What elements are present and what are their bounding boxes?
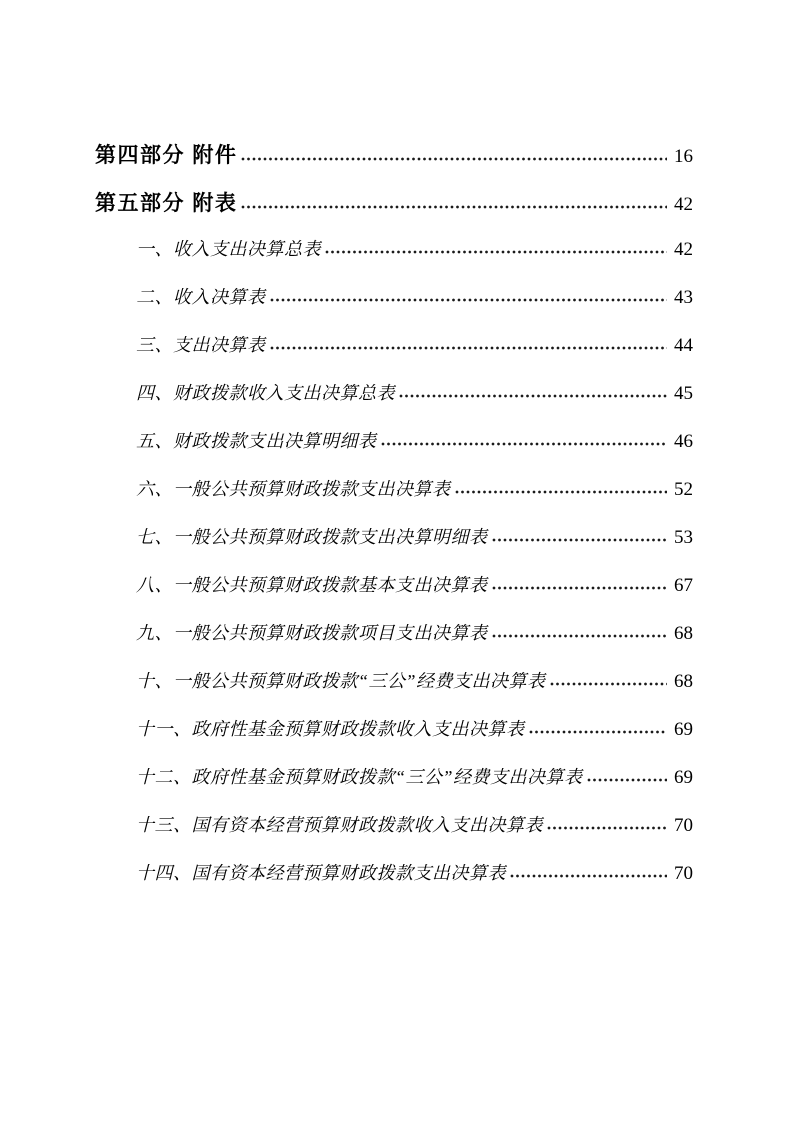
toc-entry-label: 十一、政府性基金预算财政拨款收入支出决算表: [136, 719, 525, 739]
toc-entry: [136, 667, 693, 715]
toc-dot-leader: [270, 298, 668, 303]
toc-entry: [95, 187, 693, 235]
toc-entry-page-number: 44: [674, 335, 693, 356]
toc-dot-leader: [492, 634, 668, 639]
toc-entry: [136, 235, 693, 283]
toc-entry-label: 二、收入决算表: [136, 287, 266, 307]
toc-entry-page-number: 69: [674, 767, 693, 788]
toc-entry-label: 十二、政府性基金预算财政拨款“三公”经费支出决算表: [136, 767, 583, 787]
toc-entry-page-number: 16: [674, 146, 693, 167]
toc-entry-label: 八、一般公共预算财政拨款基本支出决算表: [136, 575, 488, 595]
toc-dot-leader: [510, 874, 667, 879]
toc-dot-leader: [381, 442, 668, 447]
toc-entry-label: 九、一般公共预算财政拨款项目支出决算表: [136, 623, 488, 643]
toc-entry-label: 十、一般公共预算财政拨款“三公”经费支出决算表: [136, 671, 546, 691]
toc-entry: [95, 139, 693, 187]
toc-entry-page-number: 43: [674, 287, 693, 308]
toc-entry-page-number: 42: [674, 239, 693, 260]
toc-dot-leader: [492, 538, 668, 543]
toc-dot-leader: [270, 346, 668, 351]
toc-entry: [136, 379, 693, 427]
toc-entry-page-number: 45: [674, 383, 693, 404]
toc-entry-page-number: 69: [674, 719, 693, 740]
toc-entry-label: 六、一般公共预算财政拨款支出决算表: [136, 479, 451, 499]
toc-entry-label: 第五部分 附表: [95, 192, 238, 215]
toc-entry-page-number: 46: [674, 431, 693, 452]
toc-entry: [136, 331, 693, 379]
toc-entry-label: 一、收入支出决算总表: [136, 239, 321, 259]
toc-dot-leader: [547, 826, 667, 831]
toc-entry-page-number: 70: [674, 863, 693, 884]
toc-entry: [136, 619, 693, 667]
toc-entry-label: 第四部分 附件: [95, 144, 238, 167]
toc-dot-leader: [492, 586, 668, 591]
toc-entry-page-number: 42: [674, 194, 693, 215]
toc-dot-leader: [399, 394, 667, 399]
toc-entry-page-number: 68: [674, 671, 693, 692]
toc-entry-page-number: 67: [674, 575, 693, 596]
toc-dot-leader: [587, 778, 667, 783]
toc-dot-leader: [529, 730, 668, 735]
toc-entry: [136, 523, 693, 571]
toc-entry-page-number: 68: [674, 623, 693, 644]
toc-entry: [136, 571, 693, 619]
toc-dot-leader: [241, 205, 667, 210]
table-of-contents: [95, 139, 693, 907]
toc-entry-page-number: 70: [674, 815, 693, 836]
toc-entry-label: 五、财政拨款支出决算明细表: [136, 431, 377, 451]
toc-entry: [136, 763, 693, 811]
toc-dot-leader: [241, 157, 667, 162]
toc-entry: [136, 859, 693, 907]
toc-entry-label: 七、一般公共预算财政拨款支出决算明细表: [136, 527, 488, 547]
toc-entry-page-number: 52: [674, 479, 693, 500]
toc-entry-label: 三、支出决算表: [136, 335, 266, 355]
toc-entry-label: 四、财政拨款收入支出决算总表: [136, 383, 395, 403]
toc-entry-page-number: 53: [674, 527, 693, 548]
toc-entry-label: 十三、国有资本经营预算财政拨款收入支出决算表: [136, 815, 543, 835]
toc-entry: [136, 475, 693, 523]
toc-entry: [136, 427, 693, 475]
toc-dot-leader: [325, 250, 667, 255]
toc-dot-leader: [550, 682, 667, 687]
toc-entry: [136, 283, 693, 331]
toc-entry-label: 十四、国有资本经营预算财政拨款支出决算表: [136, 863, 506, 883]
toc-entry: [136, 811, 693, 859]
toc-dot-leader: [455, 490, 668, 495]
toc-entry: [136, 715, 693, 763]
